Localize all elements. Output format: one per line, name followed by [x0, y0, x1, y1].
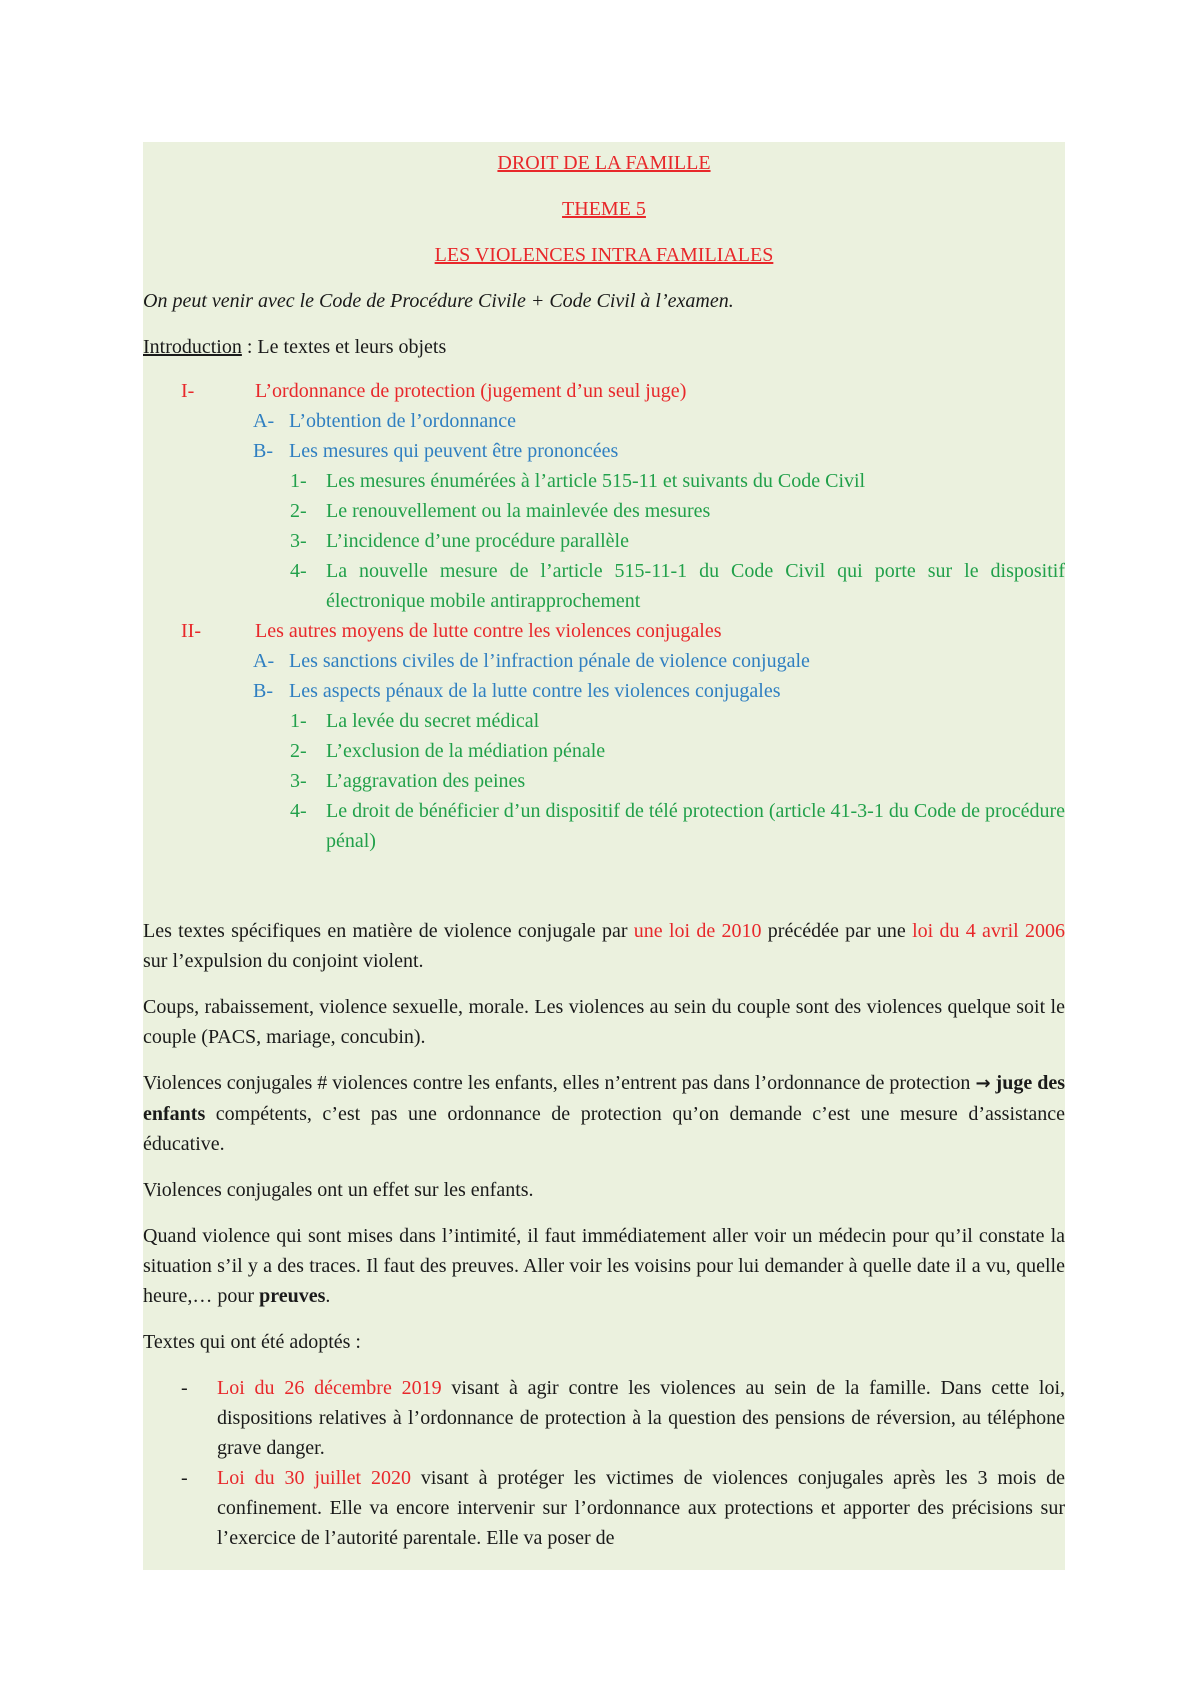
theme-title: THEME 5 [562, 198, 646, 220]
topic-title: LES VIOLENCES INTRA FAMILIALES [434, 244, 774, 266]
outline-label: Le droit de bénéficier d’un dispositif de télé protection (article 41-3-1 du Code de procédure pénal) [326, 800, 1065, 852]
intro-label: Introduction [143, 336, 242, 358]
law-list-item [143, 1373, 1065, 1463]
paragraph-texts-specifiques [143, 916, 1065, 976]
paragraph-violences-enfants [143, 1068, 1065, 1159]
outline-label: L’exclusion de la médiation pénale [326, 740, 606, 762]
outline-label: L’ordonnance de protection (jugement d’un seul juge) [255, 380, 687, 402]
intro-line [143, 332, 1065, 362]
right-arrow-icon: → [975, 1073, 991, 1094]
highlighted-content [143, 142, 1065, 1570]
outline-num: B- [253, 680, 273, 702]
outline-num: A- [253, 650, 275, 672]
bullet-dash: - [181, 1377, 188, 1399]
outline-item [143, 436, 1065, 466]
outline-subitem [143, 766, 1065, 796]
outline-label: Les aspects pénaux de la lutte contre les violences conjugales [289, 680, 781, 702]
text-run: Quand violence qui sont mises dans l’intimité, il faut immédiatement aller voir un médecin pour qu’il constate la situation s’il y a des traces. Il faut des preuves. Aller voir les voisins pour lui demander à quelle date il a vu, quelle heure,… pour [143, 1225, 1065, 1307]
bullet-dash: - [181, 1467, 188, 1489]
outline-subitem [143, 796, 1065, 856]
outline-num: 2- [290, 500, 307, 522]
outline-label: La levée du secret médical [326, 710, 540, 732]
text-run: Violences conjugales # violences contre les enfants, elles n’entrent pas dans l’ordonnance de protection [143, 1072, 976, 1094]
outline-section-1 [143, 376, 1065, 406]
bold-term: juge des enfants [143, 1072, 1065, 1125]
law-reference: loi du 4 avril 2006 [912, 920, 1065, 942]
outline-subitem [143, 496, 1065, 526]
outline-num: 3- [290, 530, 307, 552]
law-reference: une loi de 2010 [633, 920, 762, 942]
outline-num: 3- [290, 770, 307, 792]
text-run: compétents, c’est pas une ordonnance de protection qu’on demande c’est une mesure d’assistance éducative. [143, 1103, 1065, 1155]
outline-item [143, 406, 1065, 436]
outline-num: I- [181, 380, 195, 402]
outline-num: 4- [290, 800, 307, 822]
doc-title: DROIT DE LA FAMILLE [497, 152, 711, 174]
paragraph-coups: Coups, rabaissement, violence sexuelle, morale. Les violences au sein du couple sont des violences quelque soit le couple (PACS, mariage, concubin). [143, 996, 1065, 1048]
outline [143, 376, 1065, 856]
law-reference: Loi du 26 décembre 2019 [217, 1377, 442, 1399]
outline-label: Les mesures qui peuvent être prononcées [289, 440, 619, 462]
outline-label: L’obtention de l’ordonnance [289, 410, 516, 432]
bold-term: preuves [259, 1285, 326, 1307]
outline-label: La nouvelle mesure de l’article 515-11-1 du Code Civil qui porte sur le dispositif électronique mobile antirapprochement [326, 560, 1065, 612]
outline-subitem [143, 736, 1065, 766]
outline-subitem [143, 466, 1065, 496]
outline-num: 4- [290, 560, 307, 582]
paragraph-textes-adoptes: Textes qui ont été adoptés : [143, 1331, 361, 1353]
outline-num: 1- [290, 710, 307, 732]
law-list-item [143, 1463, 1065, 1553]
law-description: visant à agir contre les violences au sein de la famille. Dans cette loi, dispositions relatives à l’ordonnance de protection à la question des pensions de réversion, au téléphone grave danger. [217, 1377, 1065, 1459]
outline-subitem [143, 526, 1065, 556]
outline-label: Les sanctions civiles de l’infraction pénale de violence conjugale [289, 650, 810, 672]
outline-label: L’incidence d’une procédure parallèle [326, 530, 629, 552]
outline-label: Les mesures énumérées à l’article 515-11 et suivants du Code Civil [326, 470, 866, 492]
outline-num: II- [181, 620, 201, 642]
paragraph-effet-enfants: Violences conjugales ont un effet sur les enfants. [143, 1179, 534, 1201]
outline-num: 1- [290, 470, 307, 492]
paragraph-preuves [143, 1221, 1065, 1311]
outline-num: A- [253, 410, 275, 432]
exam-note: On peut venir avec le Code de Procédure Civile + Code Civil à l’examen. [143, 290, 734, 312]
outline-label: Le renouvellement ou la mainlevée des mesures [326, 500, 711, 522]
outline-item [143, 676, 1065, 706]
outline-label: L’aggravation des peines [326, 770, 526, 792]
outline-item [143, 646, 1065, 676]
text-run: . [325, 1285, 331, 1307]
outline-num: B- [253, 440, 273, 462]
outline-num: 2- [290, 740, 307, 762]
outline-section-2 [143, 616, 1065, 646]
outline-subitem [143, 556, 1065, 616]
text-run: sur l’expulsion du conjoint violent. [143, 950, 424, 972]
law-description: visant à protéger les victimes de violences conjugales après les 3 mois de confinement. Elle va encore intervenir sur l’ordonnance aux protections et apporter des précisions sur l’exercice de l’autorité parentale. Elle va poser de [217, 1467, 1065, 1549]
law-reference: Loi du 30 juillet 2020 [217, 1467, 412, 1489]
outline-subitem [143, 706, 1065, 736]
text-run: Les textes spécifiques en matière de violence conjugale par [143, 920, 634, 942]
intro-text: : Le textes et leurs objets [241, 336, 447, 358]
text-run: précédée par une [761, 920, 913, 942]
outline-label: Les autres moyens de lutte contre les violences conjugales [255, 620, 722, 642]
